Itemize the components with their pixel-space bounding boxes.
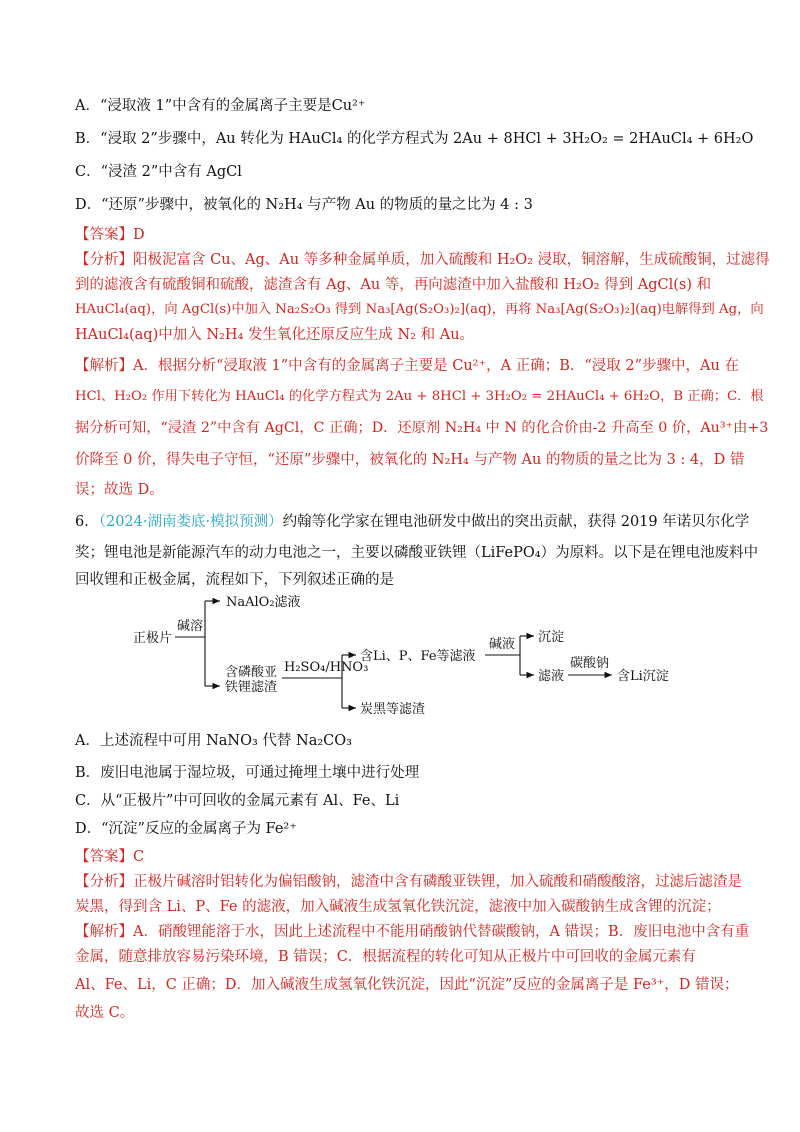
q5-option-b: B．“浸取 2”步骤中，Au 转化为 HAuCl₄ 的化学方程式为 2Au + 8HCl + 3H₂O₂ = 2HAuCl₄ + 6H₂O xyxy=(75,131,754,147)
q6-option-b: B．废旧电池属于湿垃圾，可通过掩埋土壤中进行处理 xyxy=(75,765,420,781)
q5-analysis-line: 到的滤液含有硫酸铜和硫酸，滤渣含有 Ag、Au 等，再向滤渣中加入盐酸和 H₂O₂ 得到 AgCl(s) 和 xyxy=(75,277,712,293)
q5-option-a: A．“浸取液 1”中含有的金属离子主要是Cu²⁺ xyxy=(75,98,366,114)
flow-residue-label-1: 含磷酸亚 xyxy=(225,665,278,680)
q6-explain-line: 金属，随意排放容易污染环境，B 错误；C．根据流程的转化可知从正极片中可回收的金属元素有 xyxy=(75,949,696,965)
q5-explain-line: HCl、H₂O₂ 作用下转化为 HAuCl₄ 的化学方程式为 2Au + 8HCl + 3H₂O₂ = 2HAuCl₄ + 6H₂O，B 正确；C．根 xyxy=(75,389,764,404)
q5-option-c: C．“浸渣 2”中含有 AgCl xyxy=(75,164,242,180)
q6-number: 6． xyxy=(75,514,99,530)
q5-explain-line: 【解析】A．根据分析“浸取液 1”中含有的金属离子主要是 Cu²⁺，A 正确；B．“浸取 2”步骤中，Au 在 xyxy=(75,358,739,374)
flow-start-label: 正极片 xyxy=(133,631,173,646)
q6-stem-line: 奖；锂电池是新能源汽车的动力电池之一，主要以磷酸亚铁锂（LiFePO₄）为原料。以下是在锂电池废料中 xyxy=(75,545,759,561)
q6-analysis-line: 【分析】正极片碱溶时铝转化为偏铝酸钠，滤渣中含有磷酸亚铁锂，加入硫酸和硝酸酸溶，过滤后滤渣是 xyxy=(75,874,742,890)
flow-li-filtrate-label: 含Li、P、Fe等滤液 xyxy=(360,649,476,664)
flow-li-ppt-label: 含Li沉淀 xyxy=(617,669,669,684)
flow-naalo2-label: NaAlO₂滤液 xyxy=(226,595,301,610)
flow-base-label: 碱液 xyxy=(489,637,516,652)
q6-stem-text: 约翰等化学家在锂电池研发中做出的突出贡献，获得 2019 年诺贝尔化学 xyxy=(282,514,750,530)
q6-explain-line: 【解析】A．硝酸锂能溶于水，因此上述流程中不能用硝酸钠代替碳酸钠，A 错误；B．废旧电池中含有重 xyxy=(75,924,750,940)
flow-carbon-label: 炭黑等滤渣 xyxy=(360,702,426,717)
flow-soda-label: 碳酸钠 xyxy=(570,656,610,671)
flow-precipitate-label: 沉淀 xyxy=(538,630,565,645)
q6-explain-line: Al、Fe、Li，C 正确；D．加入碱液生成氢氧化铁沉淀，因此“沉淀”反应的金属离子是 Fe³⁺，D 错误； xyxy=(75,977,739,993)
q5-explain-line: 据分析可知，“浸渣 2”中含有 AgCl，C 正确；D．还原剂 N₂H₄ 中 N 的化合价由-2 升高至 0 价，Au³⁺由+3 xyxy=(75,420,769,436)
q5-analysis-line: 【分析】阳极泥富含 Cu、Ag、Au 等多种金属单质，加入硫酸和 H₂O₂ 浸取，铜溶解，生成硫酸铜，过滤得 xyxy=(75,252,770,268)
q5-answer: 【答案】D xyxy=(75,227,145,243)
q6-stem-line: 回收锂和正极金属，流程如下，下列叙述正确的是 xyxy=(75,572,394,588)
q5-option-d: D．“还原”步骤中，被氧化的 N₂H₄ 与产物 Au 的物质的量之比为 4 : 3 xyxy=(75,197,533,213)
q6-analysis-line: 炭黑，得到含 Li、P、Fe 的滤液，加入碱液生成氢氧化铁沉淀，滤液中加入碳酸钠生成含锂的沉淀； xyxy=(75,899,721,915)
q6-source: （2024·湖南娄底·模拟预测） xyxy=(98,514,283,530)
q5-explain-line: 误；故选 D。 xyxy=(75,482,164,498)
q6-answer: 【答案】C xyxy=(75,849,145,865)
q5-explain-line: 价降至 0 价，得失电子守恒，“还原”步骤中，被氧化的 N₂H₄ 与产物 Au 的物质的量之比为 3 : 4，D 错 xyxy=(75,452,745,468)
q5-analysis-line: HAuCl₄(aq)，向 AgCl(s)中加入 Na₂S₂O₃ 得到 Na₃[Ag(S₂O₃)₂](aq)，再将 Na₃[Ag(S₂O₃)₂](aq)电解得到 Ag，向 xyxy=(75,302,764,317)
flow-acid-label: H₂SO₄/HNO₃ xyxy=(284,660,369,675)
flow-alkali-label: 碱溶 xyxy=(177,619,204,634)
q6-explain-line: 故选 C。 xyxy=(75,1005,135,1021)
flow-filtrate-label: 滤液 xyxy=(538,669,565,684)
q6-option-c: C．从“正极片”中可回收的金属元素有 Al、Fe、Li xyxy=(75,793,400,809)
q6-option-d: D．“沉淀”反应的金属离子为 Fe²⁺ xyxy=(75,821,297,837)
q5-analysis-line: HAuCl₄(aq)中加入 N₂H₄ 发生氧化还原反应生成 N₂ 和 Au。 xyxy=(75,327,475,343)
flow-residue-label-2: 铁锂滤渣 xyxy=(225,680,278,695)
q6-option-a: A．上述流程中可用 NaNO₃ 代替 Na₂CO₃ xyxy=(75,733,352,749)
